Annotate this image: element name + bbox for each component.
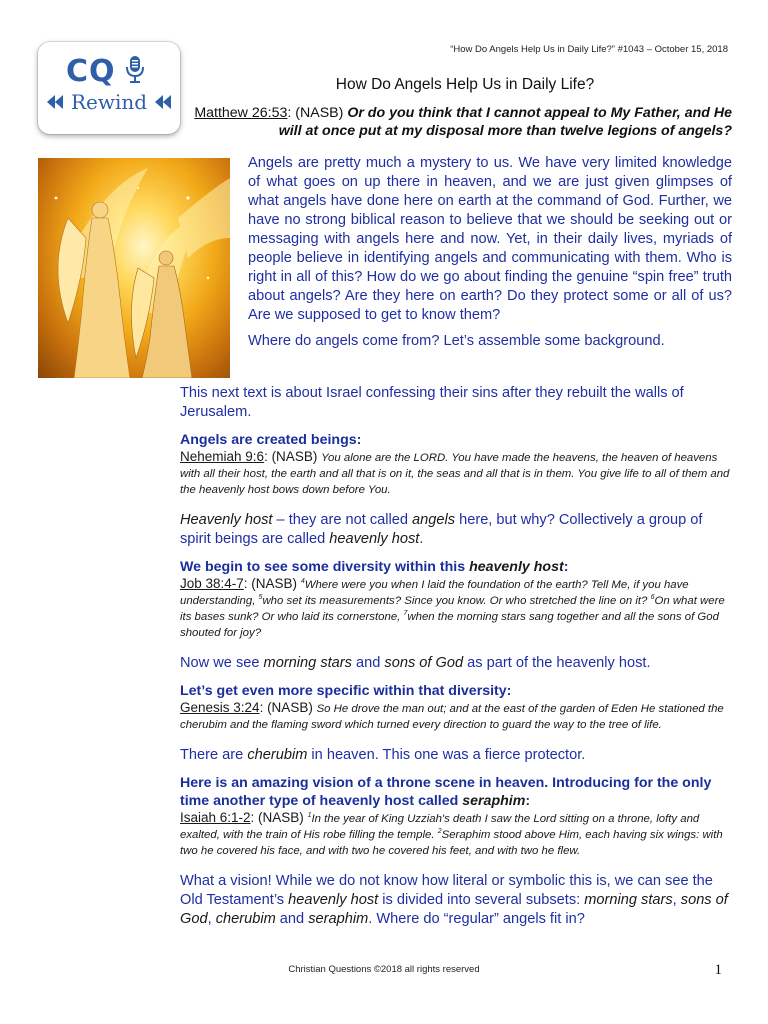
section-1-reference: Nehemiah 9:6 [180, 449, 265, 464]
section-4-reference: Isaiah 6:1-2 [180, 810, 251, 825]
rewind-arrows-right-icon [154, 95, 172, 109]
section-1-heading: Angels are created beings: [180, 432, 362, 448]
section-4-verse: Isaiah 6:1-2: (NASB) $^1$In the year of King Uzziah's death I saw the Lord sitting on a throne, lofty and exalted, with the train of His robe filling the temple. $^2$Seraphim stood above Him, each having six wings: with two he covered his face, and with two he covered his feet, and with two he flew. [180, 810, 723, 857]
section-4-comment: What a vision! While we do not know how literal or symbolic this is, we can see the Old Testament’s heavenly host is divided into several subsets: morning stars, sons of God, cherubim and seraphim. Where do “regular” angels fit in? [180, 873, 728, 927]
intro-paragraph-2: Where do angels come from? Let’s assemble some background. [248, 333, 665, 349]
footer-copyright: Christian Questions ©2018 all rights reserved [288, 964, 480, 975]
page-number: 1 [714, 962, 722, 978]
section-2-heading: We begin to see some diversity within this heavenly host: [180, 559, 569, 575]
section-0-text: This next text is about Israel confessing their sins after they rebuilt the walls of Jerusalem. [180, 385, 684, 420]
section-2-reference: Job 38:4-7 [180, 576, 244, 591]
key-verse-version: : (NASB) [287, 105, 348, 121]
main-content [180, 384, 732, 929]
section-4-heading: Here is an amazing vision of a throne scene in heaven. Introducing for the only time another type of heavenly host called seraphim: [180, 775, 712, 809]
episode-reference: “How Do Angels Help Us in Daily Life?” #1043 – October 15, 2018 [450, 44, 728, 55]
page-title: How Do Angels Help Us in Daily Life? [335, 76, 595, 93]
section-2-comment: Now we see morning stars and sons of God as part of the heavenly host. [180, 655, 651, 671]
section-3-heading: Let’s get even more specific within that diversity: [180, 683, 512, 699]
intro-paragraph-1: Angels are pretty much a mystery to us. We have very limited knowledge of what goes on up there in heaven, and we are just given glimpses of what angels have done here on earth at the command of God. Further, we have no strong biblical reason to believe that we should be seeking out or messaging with angels here and now. Yet, in their daily lives, myriads of people believe in identifying angels and communicating with them. Who is right in all of this? How do we go about finding the genuine “spin free” truth about angels? Are they here on earth? Do they protect some or all of us? Are we supposed to get to know them? [248, 155, 732, 323]
angels-image [38, 158, 230, 378]
microphone-icon [124, 54, 146, 84]
intro-text [248, 154, 732, 358]
section-3-verse: Genesis 3:24: (NASB) So He drove the man out; and at the east of the garden of Eden He stationed the cherubim and the flaming sword which turned every direction to guard the way to the tree of life. [180, 700, 724, 731]
key-verse-reference: Matthew 26:53 [194, 105, 288, 121]
section-1-verse: Nehemiah 9:6: (NASB) You alone are the LORD. You have made the heavens, the heaven of heavens with all their host, the earth and all that is on it, the seas and all that is in them. You give life to all of them and the heavenly host bows down before You. [180, 449, 730, 496]
angels-illustration [38, 158, 230, 378]
key-verse-text: Or do you think that I cannot appeal to My Father, and He will at once put at my disposal more than twelve legions of angels? [278, 105, 732, 139]
cq-rewind-logo[interactable] [38, 42, 180, 134]
section-3-comment: There are cherubim in heaven. This one was a fierce protector. [180, 747, 586, 763]
section-3-reference: Genesis 3:24 [180, 700, 260, 715]
logo-rewind-text: Rewind [70, 90, 148, 114]
key-verse [186, 104, 732, 140]
section-1-comment: Heavenly host – they are not called angels here, but why? Collectively a group of spirit beings are called heavenly host. [180, 512, 703, 547]
logo-cq-text: CQ [66, 54, 116, 89]
section-2-verse: Job 38:4-7: (NASB) $^4$Where were you when I laid the foundation of the earth? Tell Me, if you have understanding, $^5$who set its measurements? Since you know. Or who stretched the line on it? $^6$On what were its bases sunk? Or who laid its cornerstone, $^7$when the morning stars sang together and all the sons of God shouted for joy? [180, 576, 725, 639]
